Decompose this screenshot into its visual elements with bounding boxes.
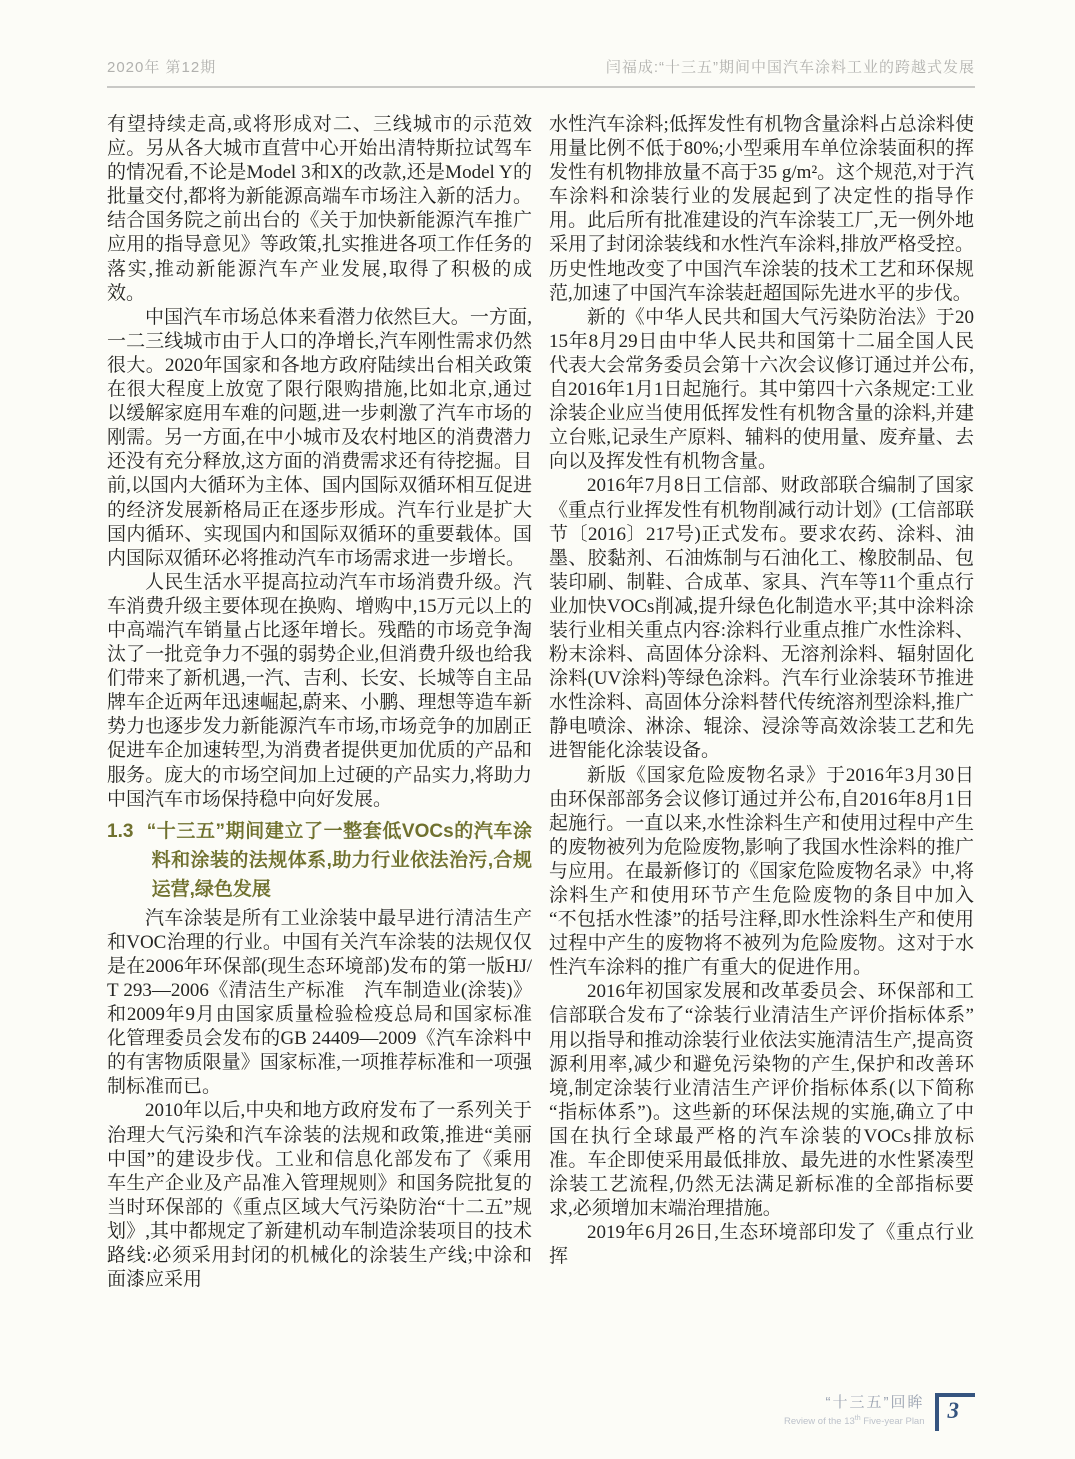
section-heading-1-3	[107, 817, 532, 904]
running-title: 闫福成:“十三五”期间中国汽车涂料工业的跨越式发展	[605, 59, 975, 76]
footer-title-cn: “十三五”回眸	[825, 1394, 925, 1411]
paragraph-right-6: 2019年6月26日,生态环境部印发了《重点行业挥	[549, 1222, 974, 1268]
footer-title-en	[784, 1415, 925, 1427]
paragraph-left-4: 汽车涂装是所有工业涂装中最早进行清洁生产和VOC治理的行业。中国有关汽车涂装的法规仅仅是在2006年环保部(现生态环境部)发布的第一版HJ/T 293—2006《清洁生产标准 汽车制造业(涂装)》和2009年9月由国家质量检验检疫总局和国家标准化管理委员会发布的GB 24409—2009《汽车涂料中的有害物质限量》国家标准,一项推荐标准和一项强制标准而已。	[107, 907, 532, 1098]
footer-en-prefix: Review of the 13	[784, 1416, 855, 1428]
page-footer	[784, 1391, 975, 1431]
header-divider	[107, 86, 975, 88]
paragraph-left-1: 有望持续走高,或将形成对二、三线城市的示范效应。另从各大城市直营中心开始出清特斯拉试驾车的情况看,不论是Model 3和X的改款,还是Model Y的批量交付,都将为新能源高端车市场注入新的活力。结合国务院之前出台的《关于加快新能源汽车推广应用的指导意见》等政策,扎实推进各项工作任务的落实,推动新能源汽车产业发展,取得了积极的成效。	[107, 114, 532, 304]
paragraph-right-5: 2016年初国家发展和改革委员会、环保部和工信部联合发布了“涂装行业清洁生产评价指标体系”用以指导和推动涂装行业依法实施清洁生产,提高资源利用率,减少和避免污染物的产生,保护和改善环境,制定涂装行业清洁生产评价指标体系(以下简称“指标体系”)。这些新的环保法规的实施,确立了中国在执行全球最严格的汽车涂装的VOCs排放标准。车企即使采用最低排放、最先进的水性紧凑型涂装工艺流程,仍然无法满足新标准的全部指标要求,必须增加末端治理措施。	[549, 981, 974, 1220]
footer-en-ordinal: th	[854, 1415, 861, 1422]
paragraph-right-2: 新的《中华人民共和国大气污染防治法》于2015年8月29日由中华人民共和国第十二届全国人民代表大会常务委员会第十六次会议修订通过并公布,自2016年1月1日起施行。其中第四十六条规定:工业涂装企业应当使用低挥发性有机物含量的涂料,并建立台账,记录生产原料、辅料的使用量、废弃量、去向以及挥发性有机物含量。	[549, 306, 974, 473]
section-title: “十三五”期间建立了一整套低VOCs的汽车涂料和涂装的法规体系,助力行业依法治污,合规运营,绿色发展	[146, 820, 532, 900]
section-number: 1.3	[107, 820, 134, 842]
paragraph-right-4: 新版《国家危险废物名录》于2016年3月30日由环保部部务会议修订通过并公布,自2016年8月1日起施行。一直以来,水性涂料生产和使用过程中产生的废物被列为危险废物,影响了我国水性涂料的推广与应用。在最新修订的《国家危险废物名录》中,将涂料生产和使用环节产生危险废物的条目中加入“不包括水性漆”的括号注释,即水性涂料生产和使用过程中产生的废物将不被列为危险废物。这对于水性汽车涂料的推广有重大的促进作用。	[549, 764, 974, 979]
paragraph-left-5: 2010年以后,中央和地方政府发布了一系列关于治理大气污染和汽车涂装的法规和政策,推进“美丽中国”的建设步伐。工业和信息化部发布了《乘用车生产企业及产品准入管理规则》和国务院批复的当时环保部的《重点区域大气污染防治“十二五”规划》,其中都规定了新建机动车制造涂装项目的技术路线:必须采用封闭的机械化的涂装生产线;中涂和面漆应采用	[107, 1100, 532, 1291]
left-column	[107, 113, 532, 1292]
paragraph-right-1: 水性汽车涂料;低挥发性有机物含量涂料占总涂料使用量比例不低于80%;小型乘用车单位涂装面积的挥发性有机物排放量不高于35 g/m²。这个规范,对于汽车涂料和涂装行业的发展起到了决定性的指导作用。此后所有批准建设的汽车涂装工厂,无一例外地采用了封闭涂装线和水性汽车涂料,排放严格受控。历史性地改变了中国汽车涂装的技术工艺和环保规范,加速了中国汽车涂装赶超国际先进水平的步伐。	[549, 114, 974, 304]
right-column	[549, 113, 974, 1292]
paragraph-right-3: 2016年7月8日工信部、财政部联合编制了国家《重点行业挥发性有机物削减行动计划》(工信部联节〔2016〕217号)正式发布。要求农药、涂料、油墨、胶黏剂、石油炼制与石油化工、橡胶制品、包装印刷、制鞋、合成革、家具、汽车等11个重点行业加快VOCs削减,提升绿色化制造水平;其中涂料涂装行业相关重点内容:涂料行业重点推广水性涂料、粉末涂料、高固体分涂料、无溶剂涂料、辐射固化涂料(UV涂料)等绿色涂料。汽车行业涂装环节推进水性涂料、高固体分涂料替代传统溶剂型涂料,推广静电喷涂、淋涂、辊涂、浸涂等高效涂装工艺和先进智能化涂装设备。	[549, 475, 974, 762]
footer-en-suffix: Five-year Plan	[860, 1416, 925, 1428]
issue-info: 2020年 第12期	[107, 59, 217, 76]
page-header	[107, 56, 975, 77]
footer-section-label	[784, 1391, 925, 1427]
page-number: 3	[947, 1398, 959, 1423]
article-body	[107, 113, 975, 1292]
paragraph-left-2: 中国汽车市场总体来看潜力依然巨大。一方面,一二三线城市由于人口的净增长,汽车刚性需求仍然很大。2020年国家和各地方政府陆续出台相关政策在很大程度上放宽了限行限购措施,比如北京,通过以缓解家庭用车难的问题,进一步刺激了汽车市场的刚需。另一方面,在中小城市及农村地区的消费潜力还没有充分释放,这方面的消费需求还有待挖掘。目前,以国内大循环为主体、国内国际双循环相互促进的经济发展新格局正在逐步形成。汽车行业是扩大国内循环、实现国内和国际双循环的重要载体。国内国际双循环必将推动汽车市场需求进一步增长。	[107, 306, 532, 569]
paragraph-left-3: 人民生活水平提高拉动汽车市场消费升级。汽车消费升级主要体现在换购、增购中,15万元以上的中高端汽车销量占比逐年增长。残酷的市场竞争淘汰了一批竞争力不强的弱势企业,但消费升级也给我们带来了新机遇,一汽、吉利、长安、长城等自主品牌车企近两年迅速崛起,蔚来、小鹏、理想等造车新势力也逐步发力新能源汽车市场,市场竞争的加剧正促进车企加速转型,为消费者提供更加优质的产品和服务。庞大的市场空间加上过硬的产品实力,将助力中国汽车市场保持稳中向好发展。	[107, 571, 532, 810]
page-number-badge	[935, 1393, 976, 1431]
